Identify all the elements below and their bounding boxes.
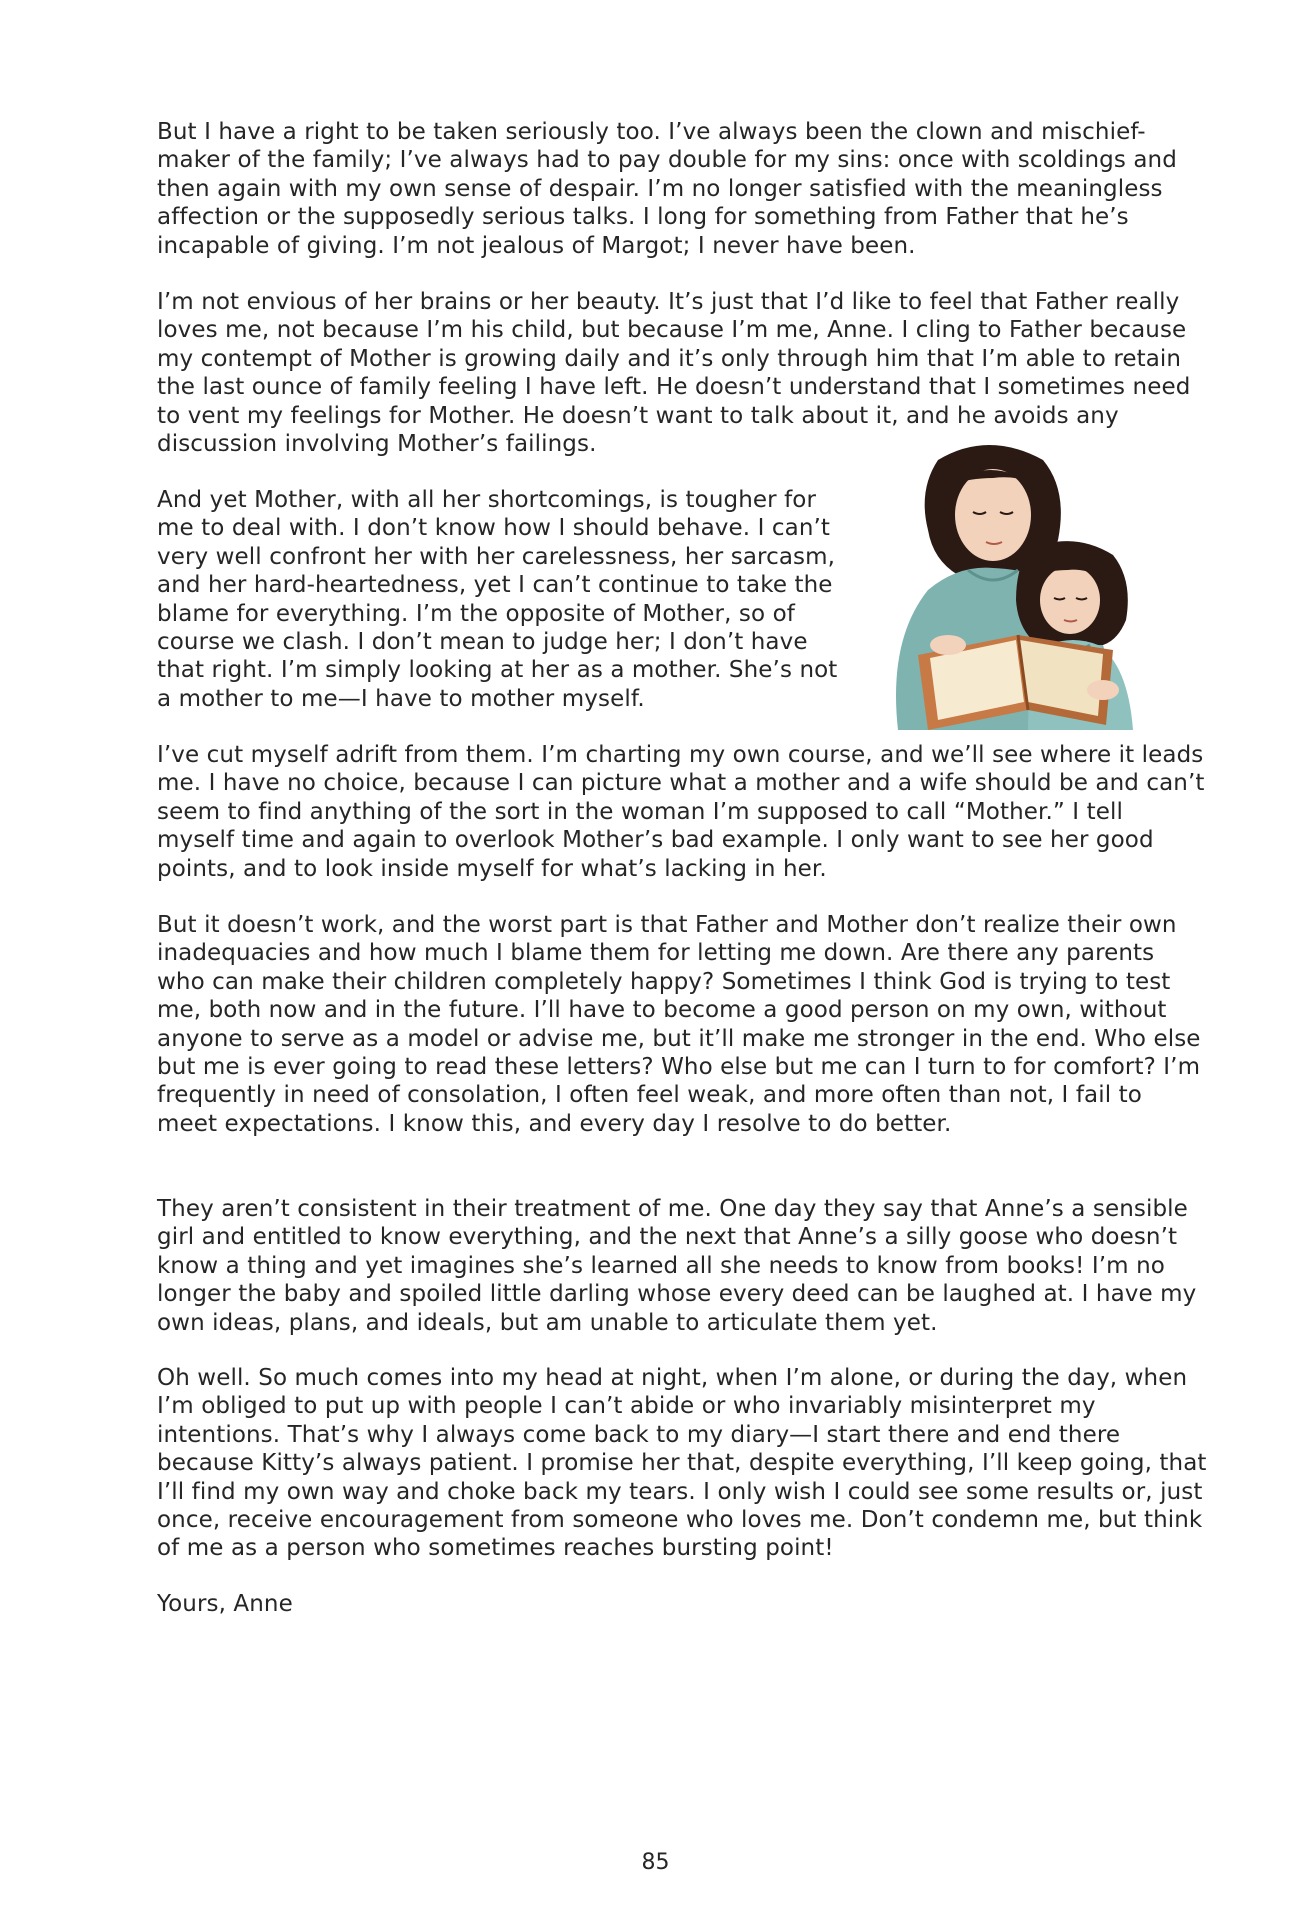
paragraph-4: I’ve cut myself adrift from them. I’m charting my own course, and we’ll see where it leads me. I have no choice, because I can picture what a mother and a wife should be and can’t seem to find anything of the sort in the woman I’m supposed to call “Mother.” I tell myself time and again to overlook Mother’s bad example. I only want to see her good points, and to look inside myself for what’s lacking in her.: [157, 742, 1205, 882]
paragraph-6: They aren’t consistent in their treatment of me. One day they say that Anne’s a sensible girl and entitled to know everything, and the next that Anne’s a silly goose who doesn’t know a thing and yet imagines she’s learned all she needs to know from books! I’m no longer the baby and spoiled little darling whose every deed can be laughed at. I have my own ideas, plans, and ideals, but am unable to articulate them yet.: [157, 1196, 1197, 1336]
paragraph-3: And yet Mother, with all her shortcomings, is tougher for me to deal with. I don’t know how I should behave. I can’t very well confront her with her carelessness, her sarcasm, and her hard-heartedness, yet I can’t continue to take the blame for everything. I’m the opposite of Mother, so of course we clash. I don’t mean to judge her; I don’t have that right. I’m simply looking at her as a mother. She’s not a mother to me—I have to mother myself.: [157, 487, 838, 712]
paragraph-7: Oh well. So much comes into my head at night, when I’m alone, or during the day, when I’m obliged to put up with people I can’t abide or who invariably misinterpret my intentions. That’s why I always come back to my diary—I start there and end there because Kitty’s always patient. I promise her that, despite everything, I’ll keep going, that I’ll find my own way and choke back my tears. I only wish I could see some results or, just once, receive encouragement from someone who loves me. Don’t condemn me, but think of me as a person who sometimes reaches bursting point!: [157, 1365, 1207, 1562]
page-number: 85: [641, 1850, 670, 1875]
paragraph-1: But I have a right to be taken seriously too. I’ve always been the clown and mischief-maker of the family; I’ve always had to pay double for my sins: once with scoldings and then again with my own sense of despair. I’m no longer satisfied with the meaningless affection or the supposedly serious talks. I long for something from Father that he’s incapable of giving. I’m not jealous of Margot; I never have been.: [157, 119, 1177, 259]
paragraph-2: I’m not envious of her brains or her beauty. It’s just that I’d like to feel that Father really loves me, not because I’m his child, but because I’m me, Anne. I cling to Father because my contempt of Mother is growing daily and it’s only through him that I’m able to retain the last ounce of family feeling I have left. He doesn’t understand that I sometimes need to vent my feelings for Mother. He doesn’t want to talk about it, and he avoids any discussion involving Mother’s failings.: [157, 289, 1191, 458]
illustration-svg: [878, 440, 1178, 730]
mother-and-daughter-reading-illustration: [878, 440, 1178, 730]
paragraph-5: But it doesn’t work, and the worst part is that Father and Mother don’t realize their own inadequacies and how much I blame them for letting me down. Are there any parents who can make their children completely happy? Sometimes I think God is trying to test me, both now and in the future. I’ll have to become a good person on my own, without anyone to serve as a model or advise me, but it’ll make me stronger in the end. Who else but me is ever going to read these letters? Who else but me can I turn to for comfort? I’m frequently in need of consolation, I often feel weak, and more often than not, I fail to meet expectations. I know this, and every day I resolve to do better.: [157, 912, 1201, 1137]
signoff: Yours, Anne: [157, 1591, 293, 1617]
